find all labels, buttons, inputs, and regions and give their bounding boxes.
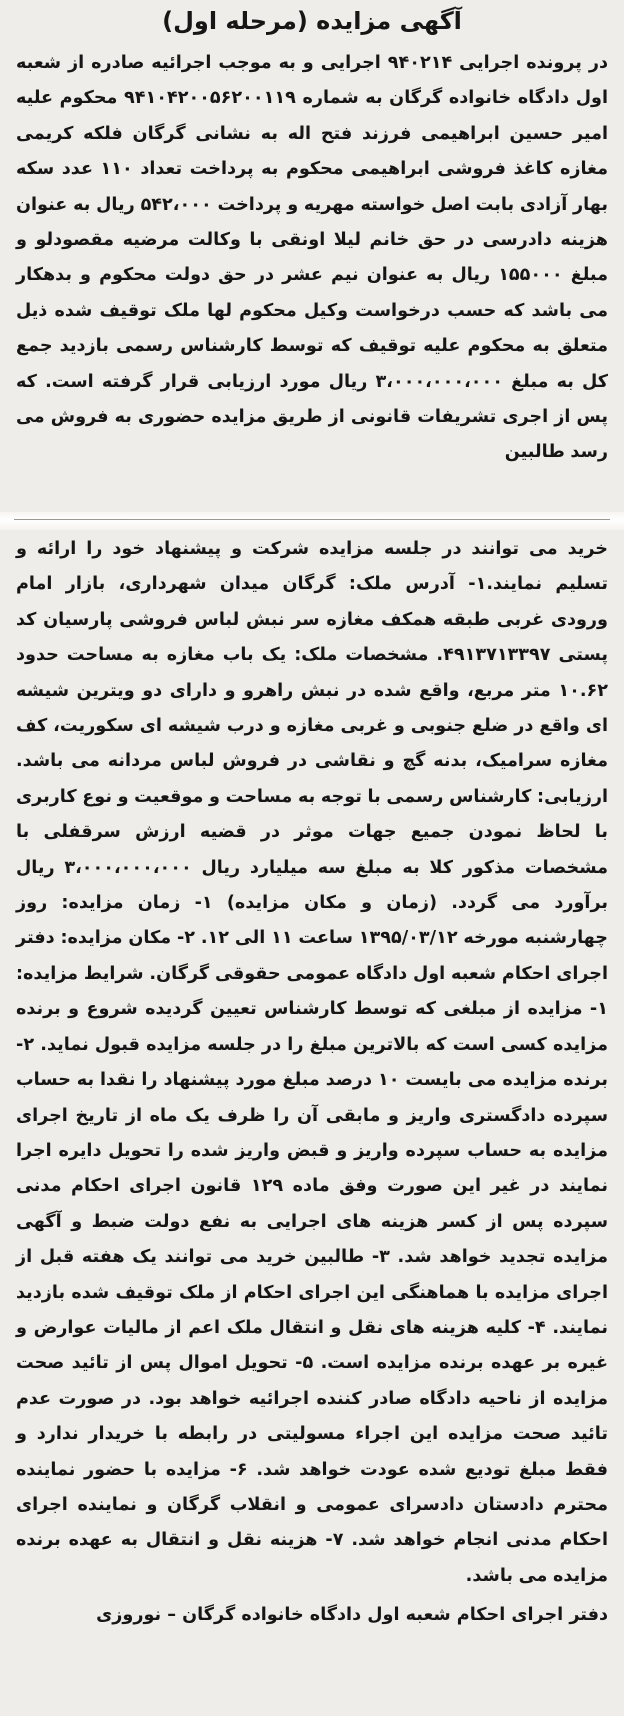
- auction-notice-title: آگهی مزایده (مرحله اول): [162, 7, 462, 35]
- auction-notice-body-part-2: خرید می توانند در جلسه مزایده شرکت و پیشنهاد خود را ارائه و تسلیم نمایند.۱- آدرس ملک: گرگان میدان شهرداری، بازار امام ورودی غربی طبقه همکف مغازه سر نبش لباس فروشی پارسیان کد پستی ۴۹۱۳۷۱۳۳۹۷. مشخصات ملک: یک باب مغازه به مساحت حدود ۱۰.۶۲ متر مربع، واقع شده در نبش راهرو و دارای دو ویترین شیشه ای واقع در ضلع جنوبی و غربی مغازه و درب شیشه ای سکوریت، کف مغازه سرامیک، بدنه گچ و نقاشی در فروش لباس مردانه می باشد. ارزیابی: کارشناس رسمی با توجه به مساحت و موقعیت و نوع کاربری با لحاظ نمودن جمیع جهات موثر در قضیه ارزش سرقفلی با مشخصات مذکور کلا به مبلغ سه میلیارد ریال ۳،۰۰۰،۰۰۰،۰۰۰ ریال برآورد می گردد. (زمان و مکان مزایده) ۱- زمان مزایده: روز چهارشنبه مورخه ۱۳۹۵/۰۳/۱۲ ساعت ۱۱ الی ۱۲. ۲- مکان مزایده: دفتر اجرای احکام شعبه اول دادگاه عمومی حقوقی گرگان. شرایط مزایده: ۱- مزایده از مبلغی که توسط کارشناس تعیین گردیده شروع و برنده مزایده کسی است که بالاترین مبلغ را در جلسه مزایده قبول نماید. ۲- برنده مزایده می بایست ۱۰ درصد مبلغ مورد پیشنهاد را نقدا به حساب سپرده دادگستری واریز و مابقی آن را ظرف یک ماه از تاریخ اجرای مزایده به حساب سپرده واریز و قبض واریز شده را تحویل دایره اجرا نمایند در غیر این صورت وفق ماده ۱۲۹ قانون اجرای احکام مدنی سپرده پس از کسر هزینه های اجرایی به نفع دولت ضبط و آگهی مزایده تجدید خواهد شد. ۳- طالبین خرید می توانند یک هفته قبل از اجرای مزایده با هماهنگی این اجرای احکام از ملک توقیف شده بازدید نمایند. ۴- کلیه هزینه های نقل و انتقال ملک اعم از مالیات عوارض و غیره بر عهده برنده مزایده است. ۵- تحویل اموال پس از تائید صحت مزایده از ناحیه دادگاه صادر کننده اجرائیه خواهد بود. در صورت عدم تائید صحت مزایده این اجراء مسولیتی در رابطه با خریدار ندارد و فقط مبلغ تودیع شده عودت خواهد شد. ۶- مزایده با حضور نماینده محترم دادستان دادسرای عمومی و انقلاب گرگان و نماینده اجرای احکام مدنی انجام خواهد شد. ۷- هزینه نقل و انتقال به عهده برنده مزایده می باشد.: [16, 539, 609, 1586]
- column-break-gap: [0, 512, 624, 530]
- auction-notice-signature: دفتر اجرای احکام شعبه اول دادگاه خانواده گرگان – نوروزی: [96, 1605, 608, 1626]
- auction-notice-lower-column: [12, 532, 612, 1700]
- auction-notice-upper-column: [12, 4, 612, 512]
- column-break-divider: [14, 519, 610, 520]
- auction-notice-body-part-1: در پرونده اجرایی ۹۴۰۲۱۴ اجرایی و به موجب اجرائیه صادره از شعبه اول دادگاه خانواده گرگان به شماره ۹۴۱۰۴۲۰۰۵۶۲۰۰۱۱۹ محکوم علیه امیر حسین ابراهیمی فرزند فتح اله به نشانی گرگان فلکه کریمی مغازه کاغذ فروشی ابراهیمی محکوم به پرداخت تعداد ۱۱۰ عدد سکه بهار آزادی بابت اصل خواسته مهریه و پرداخت ۵۴۲،۰۰۰ ریال به عنوان هزینه دادرسی در حق خانم لیلا اونقی با وکالت مرضیه مقصودلو و مبلغ ۱۵۵۰۰۰ ریال به عنوان نیم عشر در حق دولت محکوم و بدهکار می باشد که حسب درخواست وکیل محکوم لها ملک توقیف شده ذیل متعلق به محکوم علیه توقیف که توسط کارشناس رسمی بازدید جمع کل به مبلغ ۳،۰۰۰،۰۰۰،۰۰۰ ریال مورد ارزیابی قرار گرفته است. که پس از اجری تشریفات قانونی از طریق مزایده حضوری به فروش می رسد طالبین: [16, 53, 609, 463]
